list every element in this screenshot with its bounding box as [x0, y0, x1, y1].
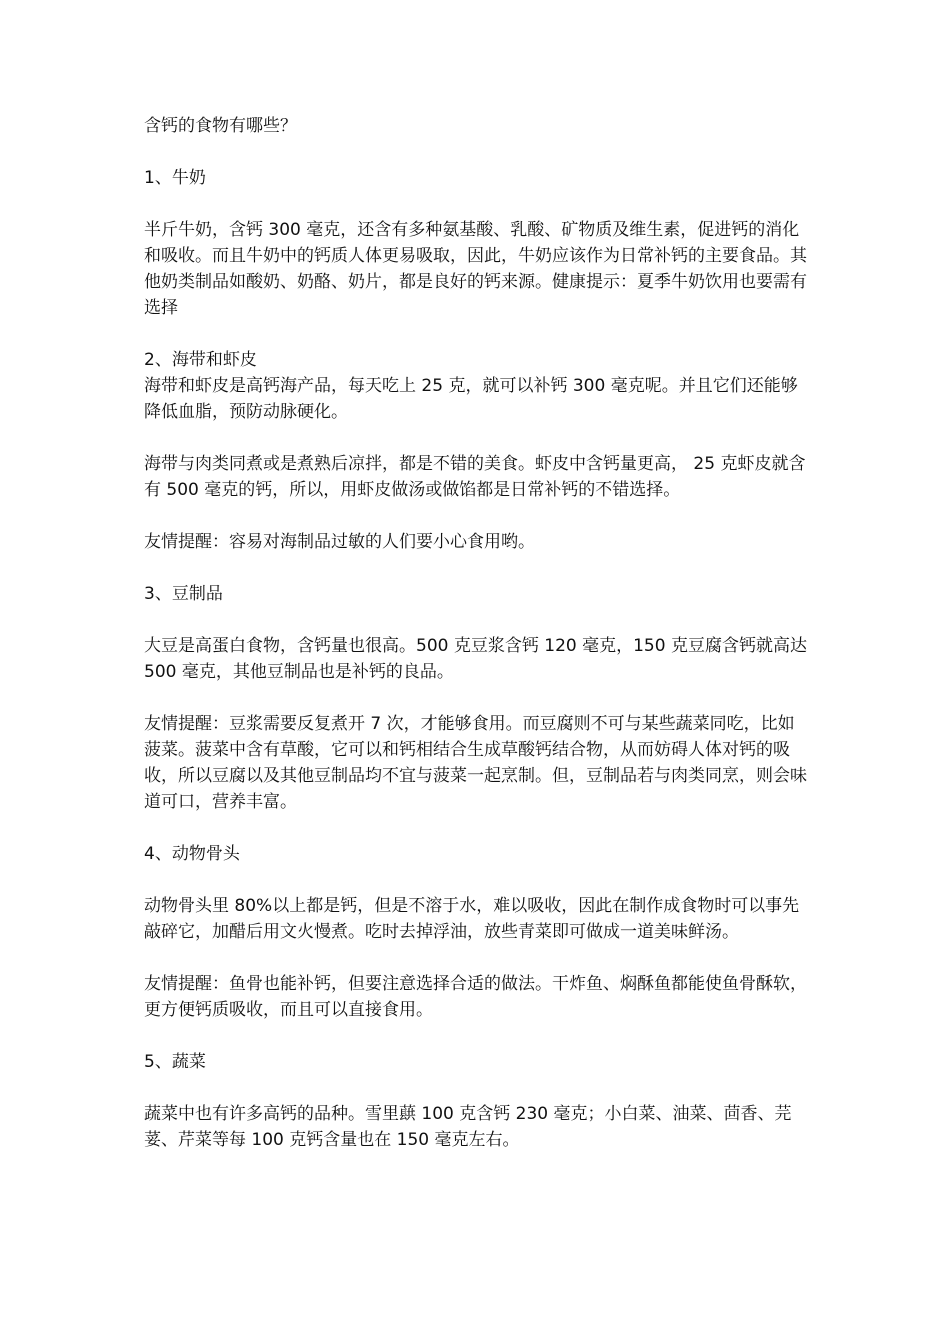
paragraph-kelp-2: 海带与肉类同煮或是煮熟后凉拌，都是不错的美食。虾皮中含钙量更高， 25 克虾皮就含有 500 毫克的钙，所以，用虾皮做汤或做馅都是日常补钙的不错选择。: [144, 454, 806, 500]
section-heading-soy: 3、豆制品: [144, 584, 223, 604]
paragraph-kelp-1: 海带和虾皮是高钙海产品，每天吃上 25 克，就可以补钙 300 毫克呢。并且它们还能够降低血脂，预防动脉硬化。: [144, 376, 798, 422]
paragraph-vegetables-1: 蔬菜中也有许多高钙的品种。雪里蕻 100 克含钙 230 毫克；小白菜、油菜、茴香、芫荽、芹菜等每 100 克钙含量也在 150 毫克左右。: [144, 1104, 792, 1150]
paragraph-kelp-3: 友情提醒：容易对海制品过敏的人们要小心食用哟。: [144, 532, 535, 552]
paragraph-soy-2: 友情提醒：豆浆需要反复煮开 7 次，才能够食用。而豆腐则不可与某些蔬菜同吃，比如菠菜。菠菜中含有草酸，它可以和钙相结合生成草酸钙结合物，从而妨碍人体对钙的吸收，所以豆腐以及其他豆制品均不宜与菠菜一起烹制。但，豆制品若与肉类同烹，则会味道可口，营养丰富。: [144, 714, 807, 812]
section-heading-bones: 4、动物骨头: [144, 844, 240, 864]
document-page: [144, 113, 813, 1153]
document-title: 含钙的食物有哪些？: [144, 116, 297, 136]
paragraph-soy-1: 大豆是高蛋白食物，含钙量也很高。500 克豆浆含钙 120 毫克，150 克豆腐含钙就高达 500 毫克，其他豆制品也是补钙的良品。: [144, 636, 813, 682]
section-heading-kelp-shrimp: 2、海带和虾皮: [144, 350, 257, 370]
paragraph-bones-2: 友情提醒：鱼骨也能补钙，但要注意选择合适的做法。干炸鱼、焖酥鱼都能使鱼骨酥软，更方便钙质吸收，而且可以直接食用。: [144, 974, 807, 1020]
section-heading-milk: 1、牛奶: [144, 168, 206, 188]
paragraph-milk-1: 半斤牛奶，含钙 300 毫克，还含有多种氨基酸、乳酸、矿物质及维生素，促进钙的消化和吸收。而且牛奶中的钙质人体更易吸取，因此，牛奶应该作为日常补钙的主要食品。其他奶类制品如酸奶、奶酪、奶片，都是良好的钙来源。健康提示：夏季牛奶饮用也要需有选择: [144, 220, 807, 318]
paragraph-bones-1: 动物骨头里 80%以上都是钙，但是不溶于水，难以吸收，因此在制作成食物时可以事先敲碎它，加醋后用文火慢煮。吃时去掉浮油，放些青菜即可做成一道美味鲜汤。: [144, 896, 800, 942]
section-heading-vegetables: 5、蔬菜: [144, 1052, 206, 1072]
